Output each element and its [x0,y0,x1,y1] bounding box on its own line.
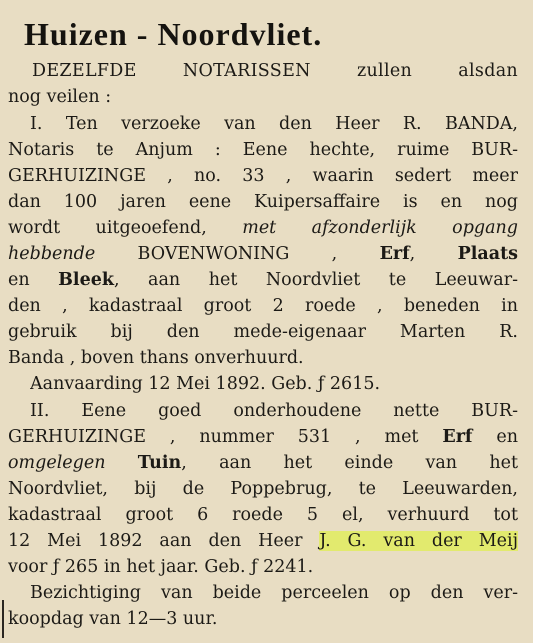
text-line-15: GERHUIZINGE , nummer 531 , met Erf en [8,427,518,447]
text-line-13: Aanvaarding 12 Mei 1892. Geb. ƒ 2615. [30,374,381,394]
text-line-20: voor ƒ 265 in het jaar. Geb. ƒ 2241. [8,557,314,577]
text-line-10: den , kadastraal groot 2 roede , beneden in [8,296,518,316]
text-line-3: I. Ten verzoeke van den Heer R. BANDA, [30,114,518,134]
text-line-5: GERHUIZINGE , no. 33 , waarin sedert meer [8,166,518,186]
text-line-7: wordt uitgeoefend, met afzonderlijk opgang [8,218,518,238]
text-line-19: 12 Mei 1892 aan den Heer J. G. van der Meij [8,531,518,551]
text-line-9: en Bleek, aan het Noordvliet te Leeuwar- [8,270,518,290]
text-line-12: Banda , boven thans onverhuurd. [8,348,304,368]
text-line-16: omgelegen Tuin, aan het einde van het [8,453,518,473]
text-line-21: Bezichtiging van beide perceelen op den ver- [30,583,518,603]
italic-phrase: omgelegen [8,453,106,473]
bold-term-plaats: Plaats [457,244,518,264]
text-line-2: nog veilen : [8,87,112,107]
text-line-18: kadastraal groot 6 roede 5 el, verhuurd tot [8,505,518,525]
bold-term-tuin: Tuin [137,453,182,473]
column-edge-rule [2,600,4,638]
italic-phrase: hebbende [8,244,96,264]
text-line-11: gebruik bij den mede-eigenaar Marten R. [8,322,518,342]
italic-phrase: met afzonderlijk opgang [242,218,518,238]
bold-term-bleek: Bleek [58,270,114,290]
text-line-8: hebbende BOVENWONING , Erf, Plaats [8,244,518,264]
headline: Huizen - Noordvliet. [24,16,323,52]
bold-term-erf: Erf [442,427,473,447]
text-line-14: II. Eene goed onderhoudene nette BUR- [30,401,518,421]
text-line-1: DEZELFDE NOTARISSEN zullen alsdan [32,61,518,81]
highlighted-name: J. G. van der Meij [319,531,518,551]
text-line-4: Notaris te Anjum : Eene hechte, ruime BUR- [8,140,518,160]
text-line-17: Noordvliet, bij de Poppebrug, te Leeuwarden, [8,479,518,499]
bold-term-erf: Erf [379,244,410,264]
text-line-6: dan 100 jaren eene Kuipersaffaire is en nog [8,192,518,212]
text-line-22: koopdag van 12—3 uur. [8,609,218,629]
